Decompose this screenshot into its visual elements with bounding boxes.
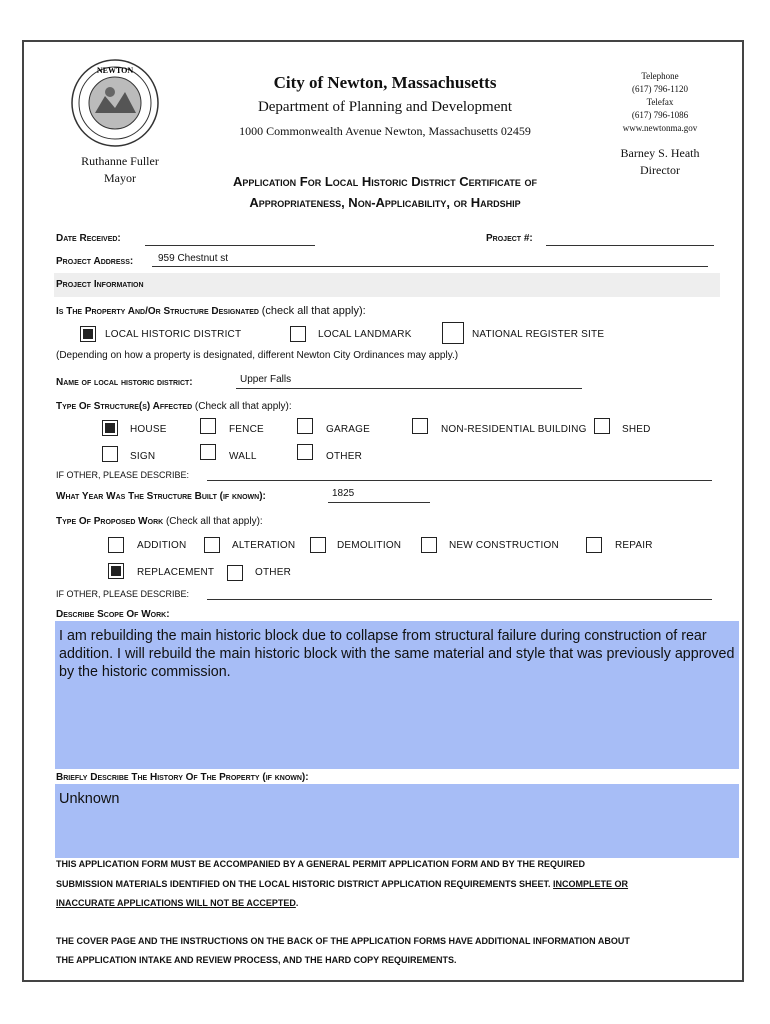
date-received-label: Date Received:: [56, 233, 121, 244]
checkbox-sign[interactable]: [102, 446, 118, 462]
website[interactable]: www.newtonma.gov: [622, 123, 698, 133]
notice2-line1: THE COVER PAGE AND THE INSTRUCTIONS ON THE BACK OF THE APPLICATION FORMS HAVE ADDITIONAL INFORMATION ABOUT: [56, 936, 630, 946]
structure-label: Type Of Structure(s) Affected: [56, 401, 193, 412]
notice1-underlined2: INACCURATE APPLICATIONS WILL NOT BE ACCEPTED: [56, 898, 296, 908]
label-non-residential-building: NON-RESIDENTIAL BUILDING: [441, 424, 587, 435]
scope-field[interactable]: [55, 621, 739, 769]
notice2-line2: THE APPLICATION INTAKE AND REVIEW PROCESS, AND THE HARD COPY REQUIREMENTS.: [56, 955, 457, 965]
notice1-line2-wrap: [56, 879, 628, 889]
project-address-label: Project Address:: [56, 256, 134, 267]
checkbox-other-structure[interactable]: [297, 444, 313, 460]
director-name: Barney S. Heath: [620, 146, 700, 160]
label-garage: GARAGE: [326, 424, 370, 435]
label-wall: WALL: [229, 451, 257, 462]
mayor-name: Ruthanne Fuller: [81, 154, 159, 168]
checkbox-addition[interactable]: [108, 537, 124, 553]
label-replacement: REPLACEMENT: [137, 567, 215, 578]
designated-label: Is The Property And/Or Structure Designated: [56, 306, 259, 317]
history-field[interactable]: [55, 784, 739, 858]
project-number-field[interactable]: [546, 245, 714, 246]
date-received-field[interactable]: [145, 245, 315, 246]
history-text: Unknown: [59, 791, 120, 807]
department-name: Department of Planning and Development: [257, 99, 513, 115]
work-question: [56, 516, 263, 527]
work-label: Type Of Proposed Work: [56, 516, 164, 527]
designation-note: (Depending on how a property is designated, different Newton City Ordinances may apply.): [56, 350, 459, 361]
city-title: City of Newton, Massachusetts: [273, 73, 497, 92]
notice1-line2: SUBMISSION MATERIALS IDENTIFIED ON THE LOCAL HISTORIC DISTRICT APPLICATION REQUIREMENTS SHEET.: [56, 879, 551, 889]
project-address-field[interactable]: 959 Chestnut st: [158, 253, 229, 264]
checkbox-new-construction[interactable]: [421, 537, 437, 553]
checkbox-shed[interactable]: [594, 418, 610, 434]
label-alteration: ALTERATION: [232, 540, 296, 551]
structure-hint: (Check all that apply):: [194, 401, 292, 412]
designated-question: [56, 305, 366, 317]
checkbox-national-register-site[interactable]: [442, 322, 464, 344]
phone-number: (617) 796-1120: [632, 84, 688, 94]
designated-hint: (check all that apply):: [261, 305, 366, 317]
section-title: Project Information: [56, 279, 144, 290]
label-local-historic-district: LOCAL HISTORIC DISTRICT: [105, 329, 242, 340]
other-work-label: IF OTHER, PLEASE DESCRIBE:: [56, 589, 190, 599]
district-name-field[interactable]: Upper Falls: [240, 374, 292, 385]
notice1-line3-wrap: [56, 898, 298, 908]
seal-text: NEWTON: [96, 66, 134, 75]
district-name-underline: [236, 388, 582, 389]
checkbox-other-work[interactable]: [227, 565, 243, 581]
label-house: HOUSE: [130, 424, 167, 435]
project-address-underline: [152, 266, 708, 267]
label-national-register-site: NATIONAL REGISTER SITE: [472, 329, 605, 340]
checkbox-house[interactable]: [102, 420, 118, 436]
label-repair: REPAIR: [615, 540, 653, 551]
district-name-label: Name of local historic district:: [56, 377, 193, 388]
checkbox-replacement[interactable]: [108, 563, 124, 579]
notice1-underlined1: INCOMPLETE OR: [553, 879, 629, 889]
department-address: 1000 Commonwealth Avenue Newton, Massachusetts 02459: [239, 124, 531, 138]
history-label: Briefly Describe The History Of The Property (if known):: [56, 772, 309, 783]
year-built-label: What Year Was The Structure Built (if known):: [56, 491, 266, 502]
checkbox-fence[interactable]: [200, 418, 216, 434]
other-structure-label: IF OTHER, PLEASE DESCRIBE:: [56, 470, 190, 480]
checkbox-garage[interactable]: [297, 418, 313, 434]
city-seal-icon: [70, 58, 160, 148]
section-header: [54, 273, 720, 297]
label-local-landmark: LOCAL LANDMARK: [318, 329, 412, 340]
label-shed: SHED: [622, 424, 651, 435]
label-sign: SIGN: [130, 451, 156, 462]
fax-number: (617) 796-1086: [631, 110, 689, 120]
mayor-title: Mayor: [104, 171, 136, 185]
checkbox-wall[interactable]: [200, 444, 216, 460]
form-title-line2: Appropriateness, Non-Applicability, or Hardship: [249, 195, 521, 210]
label-addition: ADDITION: [137, 540, 187, 551]
notice1-end: .: [295, 898, 299, 908]
structure-question: [56, 401, 292, 412]
other-structure-field[interactable]: [207, 480, 712, 481]
fax-label: Telefax: [646, 97, 674, 107]
checkbox-local-landmark[interactable]: [290, 326, 306, 342]
label-fence: FENCE: [229, 424, 264, 435]
scope-label: Describe Scope Of Work:: [56, 609, 170, 620]
form-title-line1: Application For Local Historic District Certificate of: [232, 174, 538, 189]
work-hint: (Check all that apply):: [165, 516, 263, 527]
label-new-construction: NEW CONSTRUCTION: [449, 540, 559, 551]
label-demolition: DEMOLITION: [337, 540, 402, 551]
checkbox-non-residential-building[interactable]: [412, 418, 428, 434]
other-work-field[interactable]: [207, 599, 712, 600]
checkbox-local-historic-district[interactable]: [80, 326, 96, 342]
label-other-structure: OTHER: [326, 451, 362, 462]
project-number-label: Project #:: [486, 233, 533, 244]
checkbox-repair[interactable]: [586, 537, 602, 553]
checkbox-demolition[interactable]: [310, 537, 326, 553]
checkbox-alteration[interactable]: [204, 537, 220, 553]
label-other-work: OTHER: [255, 567, 291, 578]
director-title: Director: [640, 163, 680, 177]
year-built-underline: [328, 502, 430, 503]
phone-label: Telephone: [641, 71, 679, 81]
notice1-line1: THIS APPLICATION FORM MUST BE ACCOMPANIED BY A GENERAL PERMIT APPLICATION FORM AND BY THE REQUIRED: [56, 859, 586, 869]
scope-text: I am rebuilding the main historic block due to collapse from structural failure during construction of rear addition. I will rebuild the main historic block with the same material and style that was previously approved by the historic commission.: [59, 628, 735, 680]
year-built-field[interactable]: 1825: [332, 488, 355, 499]
